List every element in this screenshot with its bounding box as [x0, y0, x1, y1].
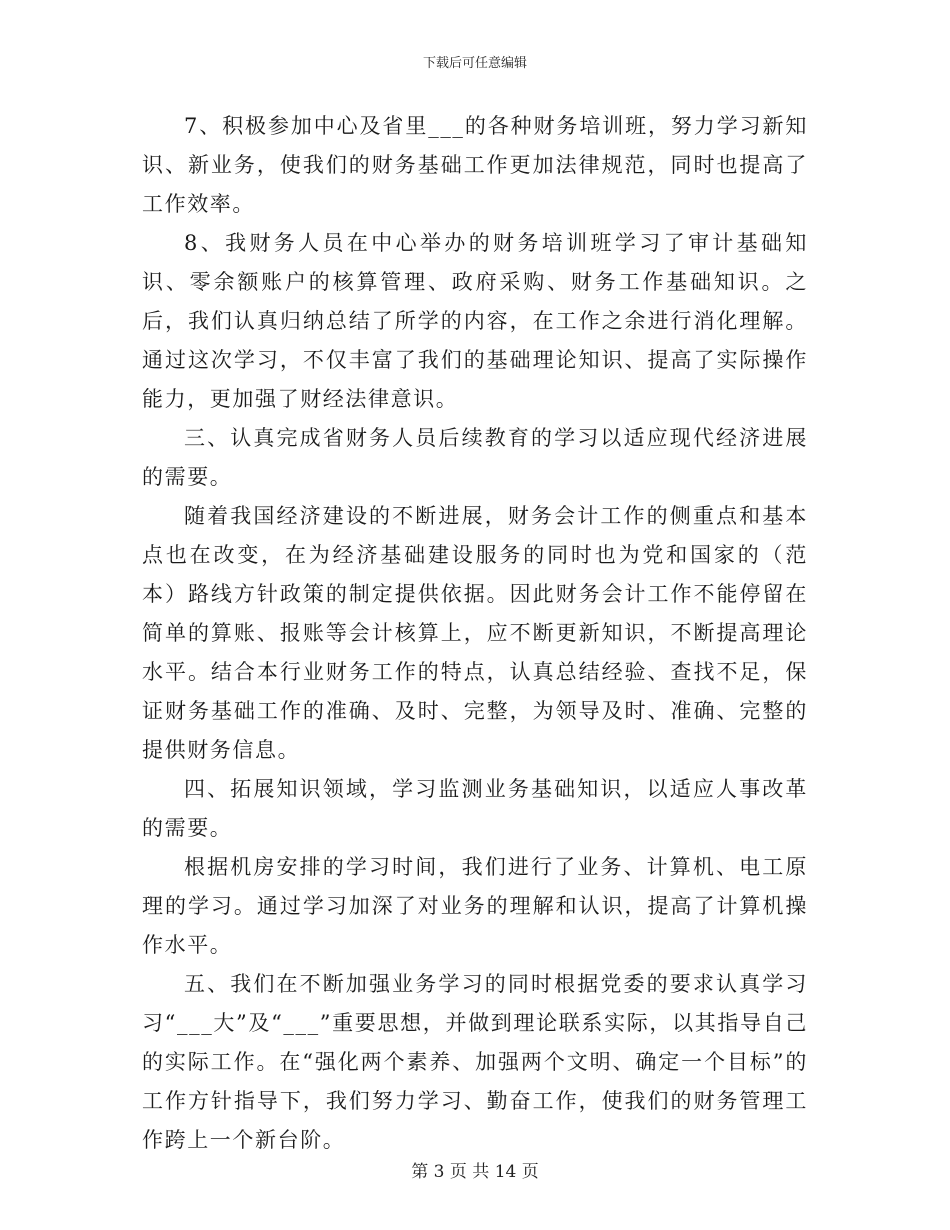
paragraph-study-schedule: 根据机房安排的学习时间，我们进行了业务、计算机、电工原理的学习。通过学习加深了对业务的理解和认识，提高了计算机操作水平。 [142, 855, 808, 957]
paragraph-item-7: 7、积极参加中心及省里___的各种财务培训班，努力学习新知识、新业务，使我们的财务基础工作更加法律规范，同时也提高了工作效率。 [142, 114, 808, 216]
section-heading-4: 四、拓展知识领域，学习监测业务基础知识，以适应人事改革的需要。 [142, 777, 808, 840]
paragraph-item-8: 8、我财务人员在中心举办的财务培训班学习了审计基础知识、零余额账户的核算管理、政府采购、财务工作基础知识。之后，我们认真归纳总结了所学的内容，在工作之余进行消化理解。通过这次学习，不仅丰富了我们的基础理论知识、提高了实际操作能力，更加强了财经法律意识。 [142, 231, 808, 411]
paragraph-economic-development: 随着我国经济建设的不断进展，财务会计工作的侧重点和基本点也在改变，在为经济基础建设服务的同时也为党和国家的（范本）路线方针政策的制定提供依据。因此财务会计工作不能停留在简单的算账、报账等会计核算上，应不断更新知识，不断提高理论水平。结合本行业财务工作的特点，认真总结经验、查找不足，保证财务基础工作的准确、及时、完整，为领导及时、准确、完整的提供财务信息。 [142, 504, 808, 762]
document-body [142, 107, 808, 1160]
page-header-note: 下载后可任意编辑 [422, 56, 527, 71]
section-heading-5: 五、我们在不断加强业务学习的同时根据党委的要求认真学习习“___大”及“___”重要思想，并做到理论联系实际，以其指导自己的实际工作。在“强化两个素养、加强两个文明、确定一个目标”的工作方针指导下，我们努力学习、勤奋工作，使我们的财务管理工作跨上一个新台阶。 [142, 972, 808, 1152]
page-number: 第 3 页 共 14 页 [411, 1162, 539, 1182]
section-heading-3: 三、认真完成省财务人员后续教育的学习以适应现代经济进展的需要。 [142, 426, 808, 489]
